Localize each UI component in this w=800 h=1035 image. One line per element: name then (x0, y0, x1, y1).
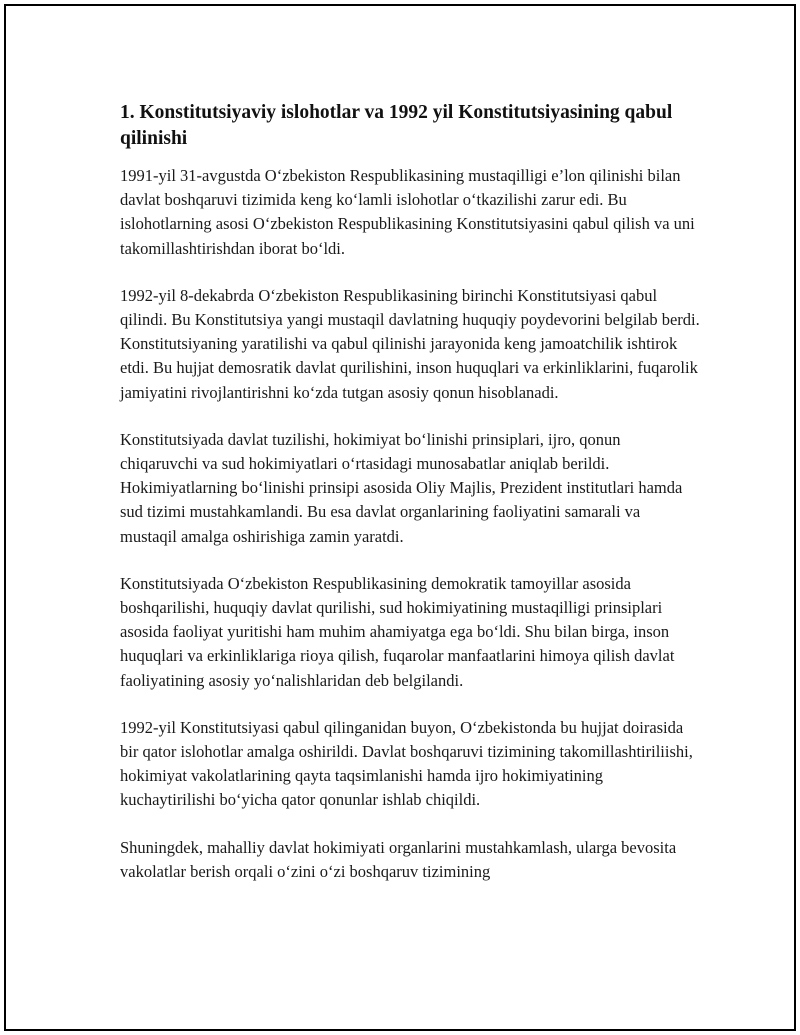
document-page (4, 4, 796, 1031)
paragraph-2: 1992-yil 8-dekabrda O‘zbekiston Respublikasining birinchi Konstitutsiyasi qabul qilindi. Bu Konstitutsiya yangi mustaqil davlatning huquqiy poydevorini belgilab berdi. Konstitutsiyaning yaratilishi va qabul qilinishi jarayonida keng jamoatchilik ishtirok etdi. Bu hujjat demosratik davlat qurilishini, inson huquqlari va erkinliklarini, fuqarolik jamiyatini rivojlantirishni ko‘zda tutgan asosiy qonun hisoblanadi. (120, 285, 700, 402)
document-body (120, 100, 700, 884)
section-heading: 1. Konstitutsiyaviy islohotlar va 1992 yil Konstitutsiyasining qabul qilinishi (120, 102, 673, 149)
paragraph-4: Konstitutsiyada O‘zbekiston Respublikasining demokratik tamoyillar asosida boshqarilishi, huquqiy davlat qurilishi, sud hokimiyatining mustaqilligi prinsiplari asosida faoliyat yuritishi ham muhim ahamiyatga ega bo‘ldi. Shu bilan birga, inson huquqlari va erkinliklariga rioya qilish, fuqarolar manfaatlarini himoya qilish davlat faoliyatining asosiy yo‘nalishlaridan deb belgilandi. (120, 573, 675, 690)
paragraph-3: Konstitutsiyada davlat tuzilishi, hokimiyat bo‘linishi prinsiplari, ijro, qonun chiqaruvchi va sud hokimiyatlari o‘rtasidagi munosabatlar aniqlab berildi. Hokimiyatlarning bo‘linishi prinsipi asosida Oliy Majlis, Prezident institutlari hamda sud tizimi mustahkamlandi. Bu esa davlat organlarining faoliyatini samarali va mustaqil amalga oshirishiga zamin yaratdi. (120, 429, 683, 546)
paragraph-6: Shuningdek, mahalliy davlat hokimiyati organlarini mustahkamlash, ularga bevosita vakolatlar berish orqali o‘zini o‘zi boshqaruv tizimining (120, 837, 677, 881)
paragraph-1: 1991-yil 31-avgustda O‘zbekiston Respublikasining mustaqilligi e’lon qilinishi bilan davlat boshqaruvi tizimida keng ko‘lamli islohotlar o‘tkazilishi zarur edi. Bu islohotlarning asosi O‘zbekiston Respublikasining Konstitutsiyasini qabul qilish va uni takomillashtirishdan iborat bo‘ldi. (120, 166, 695, 258)
paragraph-5: 1992-yil Konstitutsiyasi qabul qilinganidan buyon, O‘zbekistonda bu hujjat doirasida bir qator islohotlar amalga oshirildi. Davlat boshqaruvi tizimining takomillashtiriliishi, hokimiyat vakolatlarining qayta taqsimlanishi hamda ijro hokimiyatining kuchaytirilishi bo‘yicha qator qonunlar ishlab chiqildi. (120, 717, 693, 810)
